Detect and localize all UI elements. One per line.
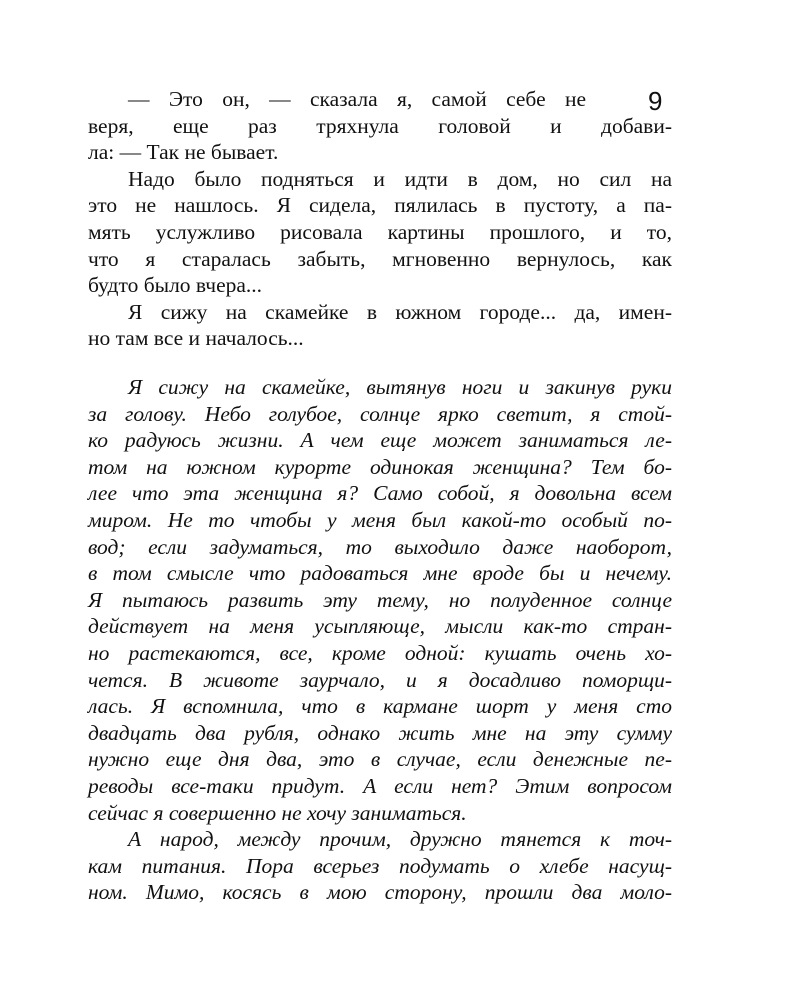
text-line: Я сижу на скамейке в южном городе... да, имен-: [128, 299, 672, 324]
text-line: но там все и началось...: [88, 326, 304, 351]
text-line: двадцать два рубля, однако жить мне на эту сумму: [88, 720, 672, 745]
text-line: мять услужливо рисовала картины прошлого, и то,: [88, 219, 672, 244]
text-line: ла: — Так не бывает.: [88, 140, 279, 165]
text-line: нужно еще дня два, это в случае, если денежные пе-: [88, 747, 672, 772]
text-line: Я пытаюсь развить эту тему, но полуденное солнце: [88, 587, 672, 612]
text-line: Я сижу на скамейке, вытянув ноги и закинув руки: [128, 375, 672, 399]
text-line: том на южном курорте одинокая женщина? Тем бо-: [88, 454, 672, 479]
roman-text-block: [88, 86, 672, 352]
text-line: сейчас я совершенно не хочу заниматься.: [88, 800, 467, 825]
text-line: — Это он, — сказала я, самой себе не: [128, 87, 586, 111]
text-line: за голову. Небо голубое, солнце ярко светит, я стой-: [88, 401, 672, 426]
page-number: 9: [648, 86, 663, 116]
text-line: ном. Мимо, косясь в мою сторону, прошли два моло-: [88, 880, 672, 905]
text-line: в том смысле что радоваться мне вроде бы и нечему.: [88, 561, 672, 586]
text-line: ко радуюсь жизни. А чем еще может заниматься ле-: [88, 428, 672, 453]
italic-text-block: [88, 374, 672, 906]
text-line: это не нашлось. Я сидела, пялилась в пустоту, а па-: [88, 193, 672, 218]
text-line: что я старалась забыть, мгновенно вернулось, как: [88, 246, 672, 271]
text-line: реводы все-таки придут. А если нет? Этим вопросом: [88, 773, 672, 798]
text-line: чется. В животе заурчало, и я досадливо поморщи-: [88, 667, 672, 692]
text-line: веря, еще раз тряхнула головой и добави-: [88, 113, 672, 138]
text-line: действует на меня усыпляюще, мысли как-то стран-: [88, 614, 672, 639]
text-line: кам питания. Пора всерьез подумать о хлебе насущ-: [88, 853, 672, 878]
text-line: лась. Я вспомнила, что в кармане шорт у меня сто: [88, 694, 672, 719]
text-line: Надо было подняться и идти в дом, но сил на: [128, 166, 672, 191]
text-line: А народ, между прочим, дружно тянется к точ-: [128, 827, 672, 852]
text-line: но растекаются, все, кроме одной: кушать очень хо-: [88, 640, 672, 665]
text-line: будто было вчера...: [88, 273, 263, 298]
text-line: миром. Не то чтобы у меня был какой-то особый по-: [88, 507, 672, 532]
text-line: вод; если задуматься, то выходило даже наоборот,: [88, 534, 672, 559]
text-line: лее что эта женщина я? Само собой, я довольна всем: [88, 481, 672, 506]
